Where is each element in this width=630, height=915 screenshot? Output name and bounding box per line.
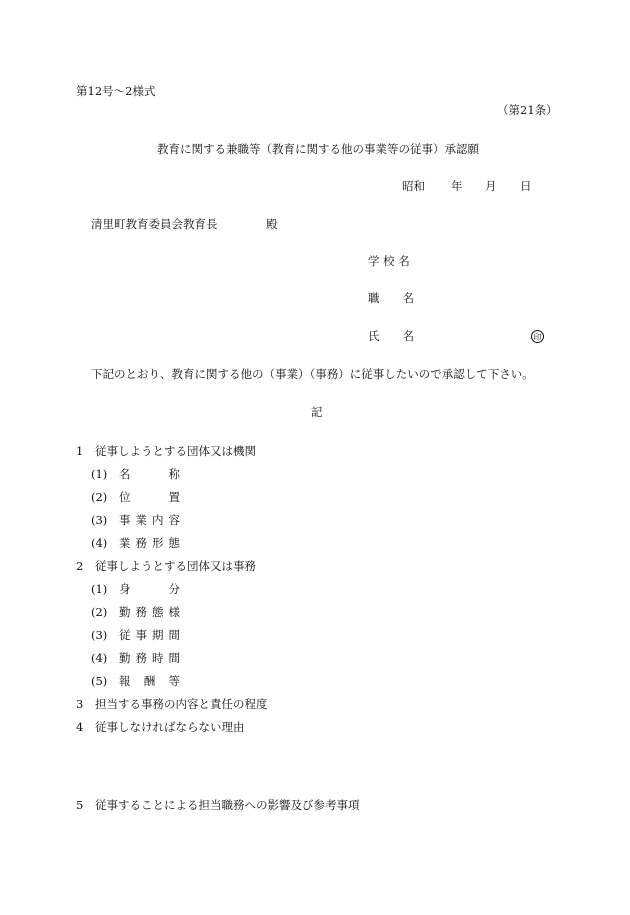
subitem-label-location: 位 置 [119, 490, 180, 504]
item-text: 担当する事務の内容と責任の程度 [95, 697, 268, 711]
date-day: 日 [520, 179, 532, 193]
subitem-label-remuneration: 報 酬 等 [119, 674, 180, 688]
seal-mark: 印 [531, 330, 544, 343]
addressee-honorific: 殿 [266, 217, 278, 231]
ki-heading: 記 [311, 405, 323, 419]
date-era: 昭和 [402, 179, 425, 193]
subitem-label-business-content: 事 業 内 容 [119, 513, 180, 527]
school-name-label: 学 校 名 [368, 254, 410, 268]
subitem-number: (4) [91, 536, 108, 550]
subitem-label-hours: 勤 務 時 間 [119, 651, 180, 665]
item-text: 従事しようとする団体又は機関 [95, 444, 256, 458]
addressee-name: 清里町教育委員会教育長 [91, 217, 218, 231]
form-number: 第12号～2様式 [76, 84, 156, 98]
subitem-number: (1) [91, 582, 108, 596]
item-number: 5 [76, 798, 84, 812]
subitem-label-work-mode: 勤 務 態 様 [119, 605, 180, 619]
subitem-label-name: 名 称 [119, 467, 180, 481]
item-text: 従事することによる担当職務への影響及び参考事項 [95, 798, 360, 812]
name-label: 氏 名 [368, 329, 414, 343]
item-number: 2 [76, 559, 84, 573]
subitem-label-period: 従 事 期 間 [119, 628, 180, 642]
subitem-number: (3) [91, 628, 108, 642]
subitem-number: (2) [91, 605, 108, 619]
subitem-number: (2) [91, 490, 108, 504]
document-title: 教育に関する兼職等（教育に関する他の事業等の従事）承認願 [157, 142, 479, 156]
item-number: 1 [76, 444, 84, 458]
subitem-number: (1) [91, 467, 108, 481]
article-reference: （第21条） [497, 103, 558, 117]
subitem-label-business-form: 業 務 形 態 [119, 536, 180, 550]
subitem-label-status: 身 分 [119, 582, 180, 596]
item-text: 従事しなければならない理由 [95, 720, 245, 734]
item-number: 3 [76, 697, 84, 711]
date-year: 年 [451, 179, 463, 193]
date-month: 月 [485, 179, 497, 193]
subitem-number: (5) [91, 674, 108, 688]
position-label: 職 名 [368, 291, 414, 305]
request-text: 下記のとおり、教育に関する他の（事業）（事務）に従事したいので承認して下さい。 [91, 367, 534, 381]
subitem-number: (4) [91, 651, 108, 665]
item-number: 4 [76, 720, 84, 734]
subitem-number: (3) [91, 513, 108, 527]
item-text: 従事しようとする団体又は事務 [95, 559, 256, 573]
